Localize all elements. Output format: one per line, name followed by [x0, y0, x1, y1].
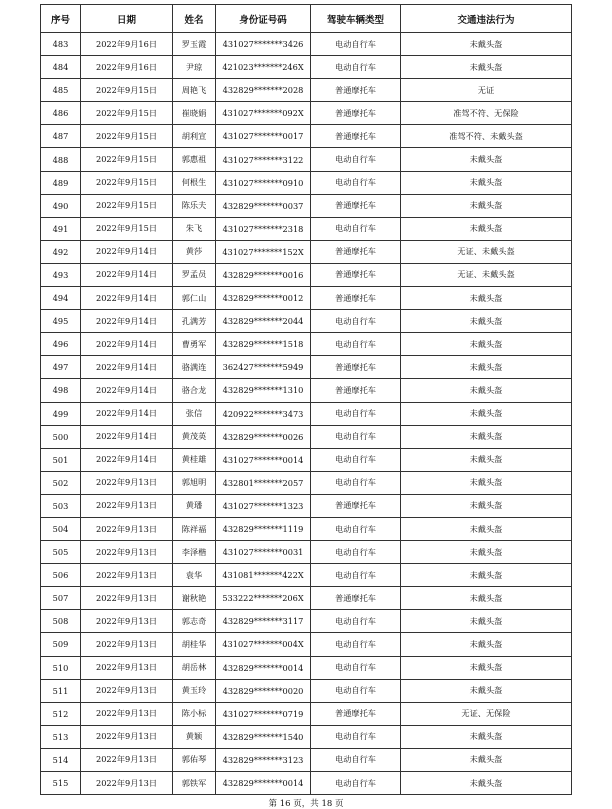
table-row [41, 679, 572, 702]
cell-id-number: 432801*******2057 [216, 471, 311, 494]
cell-name: 谢秋艳 [173, 587, 216, 610]
cell-name: 陈乐夫 [173, 194, 216, 217]
cell-date: 2022年9月14日 [81, 263, 173, 286]
cell-id-number: 431027*******2318 [216, 217, 311, 240]
cell-name: 张信 [173, 402, 216, 425]
cell-vehicle-type: 电动自行车 [311, 517, 401, 540]
cell-serial: 500 [41, 425, 81, 448]
cell-date: 2022年9月15日 [81, 102, 173, 125]
cell-serial: 510 [41, 656, 81, 679]
cell-serial: 494 [41, 287, 81, 310]
cell-violation: 未戴头盔 [401, 379, 572, 402]
cell-date: 2022年9月14日 [81, 448, 173, 471]
cell-id-number: 421023*******246X [216, 56, 311, 79]
cell-vehicle-type: 电动自行车 [311, 171, 401, 194]
cell-violation: 未戴头盔 [401, 725, 572, 748]
cell-serial: 487 [41, 125, 81, 148]
cell-date: 2022年9月13日 [81, 679, 173, 702]
cell-id-number: 432829*******1540 [216, 725, 311, 748]
cell-id-number: 432829*******0026 [216, 425, 311, 448]
cell-date: 2022年9月13日 [81, 725, 173, 748]
cell-date: 2022年9月13日 [81, 587, 173, 610]
cell-id-number: 432829*******0037 [216, 194, 311, 217]
cell-id-number: 431027*******092X [216, 102, 311, 125]
cell-violation: 未戴头盔 [401, 356, 572, 379]
cell-vehicle-type: 电动自行车 [311, 448, 401, 471]
cell-vehicle-type: 电动自行车 [311, 610, 401, 633]
cell-name: 袁华 [173, 564, 216, 587]
table-row [41, 379, 572, 402]
cell-id-number: 432829*******2044 [216, 310, 311, 333]
page-number: 第 16 页，共 18 页 [268, 799, 344, 809]
cell-vehicle-type: 普通摩托车 [311, 102, 401, 125]
table-row [41, 148, 572, 171]
cell-vehicle-type: 电动自行车 [311, 541, 401, 564]
cell-name: 骆合龙 [173, 379, 216, 402]
cell-vehicle-type: 普通摩托车 [311, 125, 401, 148]
table-body [41, 33, 572, 795]
cell-violation: 未戴头盔 [401, 402, 572, 425]
cell-violation: 未戴头盔 [401, 171, 572, 194]
cell-vehicle-type: 电动自行车 [311, 310, 401, 333]
table-row [41, 725, 572, 748]
cell-name: 李泽楷 [173, 541, 216, 564]
cell-id-number: 420922*******3473 [216, 402, 311, 425]
table-row [41, 656, 572, 679]
table-row [41, 171, 572, 194]
cell-serial: 488 [41, 148, 81, 171]
cell-vehicle-type: 普通摩托车 [311, 79, 401, 102]
cell-id-number: 432829*******0014 [216, 656, 311, 679]
cell-date: 2022年9月15日 [81, 171, 173, 194]
cell-id-number: 432829*******0020 [216, 679, 311, 702]
cell-vehicle-type: 电动自行车 [311, 33, 401, 56]
cell-violation: 未戴头盔 [401, 564, 572, 587]
cell-vehicle-type: 电动自行车 [311, 333, 401, 356]
cell-vehicle-type: 电动自行车 [311, 679, 401, 702]
cell-violation: 无证、未戴头盔 [401, 240, 572, 263]
cell-serial: 506 [41, 564, 81, 587]
table-row [41, 633, 572, 656]
cell-name: 黄桂雄 [173, 448, 216, 471]
cell-serial: 503 [41, 494, 81, 517]
header-violation: 交通违法行为 [401, 5, 572, 33]
cell-name: 陈祥福 [173, 517, 216, 540]
cell-name: 罗孟员 [173, 263, 216, 286]
cell-serial: 512 [41, 702, 81, 725]
cell-name: 黄莎 [173, 240, 216, 263]
cell-date: 2022年9月14日 [81, 402, 173, 425]
cell-vehicle-type: 电动自行车 [311, 748, 401, 771]
cell-name: 胡利宣 [173, 125, 216, 148]
table-row [41, 610, 572, 633]
cell-date: 2022年9月14日 [81, 379, 173, 402]
cell-violation: 未戴头盔 [401, 633, 572, 656]
cell-id-number: 431027*******004X [216, 633, 311, 656]
cell-vehicle-type: 普通摩托车 [311, 240, 401, 263]
cell-vehicle-type: 电动自行车 [311, 148, 401, 171]
cell-id-number: 432829*******1310 [216, 379, 311, 402]
cell-serial: 515 [41, 772, 81, 795]
cell-name: 郭佑琴 [173, 748, 216, 771]
cell-violation: 未戴头盔 [401, 610, 572, 633]
cell-violation: 未戴头盔 [401, 517, 572, 540]
cell-date: 2022年9月15日 [81, 125, 173, 148]
cell-date: 2022年9月15日 [81, 194, 173, 217]
cell-vehicle-type: 普通摩托车 [311, 379, 401, 402]
cell-serial: 493 [41, 263, 81, 286]
cell-date: 2022年9月15日 [81, 148, 173, 171]
cell-name: 郭铁军 [173, 772, 216, 795]
cell-date: 2022年9月14日 [81, 425, 173, 448]
cell-id-number: 533222*******206X [216, 587, 311, 610]
table-row [41, 772, 572, 795]
table-row [41, 425, 572, 448]
cell-date: 2022年9月13日 [81, 517, 173, 540]
table-row [41, 448, 572, 471]
table-row [41, 356, 572, 379]
cell-name: 郭志奇 [173, 610, 216, 633]
cell-id-number: 432829*******1119 [216, 517, 311, 540]
table-row [41, 541, 572, 564]
cell-id-number: 431027*******3122 [216, 148, 311, 171]
cell-date: 2022年9月13日 [81, 633, 173, 656]
cell-violation: 准驾不符、未戴头盔 [401, 125, 572, 148]
cell-name: 罗玉霞 [173, 33, 216, 56]
cell-date: 2022年9月13日 [81, 541, 173, 564]
cell-name: 郭仁山 [173, 287, 216, 310]
cell-date: 2022年9月13日 [81, 748, 173, 771]
cell-vehicle-type: 普通摩托车 [311, 494, 401, 517]
cell-vehicle-type: 普通摩托车 [311, 287, 401, 310]
cell-violation: 无证、无保险 [401, 702, 572, 725]
cell-date: 2022年9月14日 [81, 333, 173, 356]
cell-violation: 未戴头盔 [401, 425, 572, 448]
cell-date: 2022年9月13日 [81, 471, 173, 494]
table-row [41, 240, 572, 263]
cell-id-number: 432829*******3123 [216, 748, 311, 771]
cell-id-number: 362427*******5949 [216, 356, 311, 379]
cell-violation: 无证、未戴头盔 [401, 263, 572, 286]
cell-vehicle-type: 电动自行车 [311, 725, 401, 748]
table-row [41, 125, 572, 148]
cell-serial: 484 [41, 56, 81, 79]
cell-vehicle-type: 电动自行车 [311, 471, 401, 494]
header-id-number: 身份证号码 [216, 5, 311, 33]
table-row [41, 333, 572, 356]
cell-serial: 486 [41, 102, 81, 125]
cell-id-number: 431027*******0017 [216, 125, 311, 148]
violation-records-table [40, 4, 572, 795]
cell-violation: 未戴头盔 [401, 194, 572, 217]
cell-serial: 508 [41, 610, 81, 633]
cell-name: 陈小标 [173, 702, 216, 725]
table-row [41, 494, 572, 517]
cell-violation: 无证 [401, 79, 572, 102]
cell-violation: 未戴头盔 [401, 310, 572, 333]
header-vehicle-type: 驾驶车辆类型 [311, 5, 401, 33]
cell-id-number: 431027*******0031 [216, 541, 311, 564]
cell-vehicle-type: 电动自行车 [311, 772, 401, 795]
cell-name: 孔满芳 [173, 310, 216, 333]
cell-serial: 502 [41, 471, 81, 494]
table-row [41, 263, 572, 286]
cell-date: 2022年9月14日 [81, 287, 173, 310]
cell-vehicle-type: 电动自行车 [311, 56, 401, 79]
cell-date: 2022年9月14日 [81, 356, 173, 379]
cell-name: 胡岳林 [173, 656, 216, 679]
cell-violation: 未戴头盔 [401, 217, 572, 240]
table-row [41, 587, 572, 610]
header-date: 日期 [81, 5, 173, 33]
cell-vehicle-type: 电动自行车 [311, 217, 401, 240]
cell-violation: 未戴头盔 [401, 772, 572, 795]
cell-date: 2022年9月16日 [81, 56, 173, 79]
cell-date: 2022年9月14日 [81, 310, 173, 333]
cell-violation: 未戴头盔 [401, 56, 572, 79]
cell-serial: 498 [41, 379, 81, 402]
table-header-row [41, 5, 572, 33]
cell-date: 2022年9月16日 [81, 33, 173, 56]
cell-serial: 492 [41, 240, 81, 263]
cell-name: 黄茂英 [173, 425, 216, 448]
cell-date: 2022年9月13日 [81, 656, 173, 679]
table-row [41, 33, 572, 56]
cell-serial: 511 [41, 679, 81, 702]
cell-violation: 未戴头盔 [401, 471, 572, 494]
cell-serial: 507 [41, 587, 81, 610]
header-serial: 序号 [41, 5, 81, 33]
cell-name: 曹勇军 [173, 333, 216, 356]
table-row [41, 79, 572, 102]
cell-violation: 未戴头盔 [401, 541, 572, 564]
table-row [41, 748, 572, 771]
cell-violation: 未戴头盔 [401, 287, 572, 310]
cell-name: 朱飞 [173, 217, 216, 240]
cell-violation: 未戴头盔 [401, 494, 572, 517]
cell-name: 郭惠祖 [173, 148, 216, 171]
cell-violation: 未戴头盔 [401, 748, 572, 771]
cell-serial: 491 [41, 217, 81, 240]
cell-date: 2022年9月15日 [81, 79, 173, 102]
table-row [41, 702, 572, 725]
cell-vehicle-type: 普通摩托车 [311, 194, 401, 217]
cell-serial: 514 [41, 748, 81, 771]
cell-name: 周艳飞 [173, 79, 216, 102]
cell-date: 2022年9月13日 [81, 494, 173, 517]
cell-serial: 501 [41, 448, 81, 471]
cell-vehicle-type: 电动自行车 [311, 633, 401, 656]
table-row [41, 471, 572, 494]
table-row [41, 194, 572, 217]
cell-name: 郭旭明 [173, 471, 216, 494]
cell-id-number: 431081*******422X [216, 564, 311, 587]
cell-vehicle-type: 电动自行车 [311, 656, 401, 679]
table-row [41, 310, 572, 333]
cell-serial: 483 [41, 33, 81, 56]
table-row [41, 517, 572, 540]
cell-id-number: 432829*******0012 [216, 287, 311, 310]
cell-violation: 未戴头盔 [401, 333, 572, 356]
cell-vehicle-type: 普通摩托车 [311, 356, 401, 379]
cell-serial: 497 [41, 356, 81, 379]
cell-name: 崔晓娟 [173, 102, 216, 125]
cell-date: 2022年9月13日 [81, 772, 173, 795]
cell-serial: 499 [41, 402, 81, 425]
cell-vehicle-type: 电动自行车 [311, 402, 401, 425]
cell-name: 何根生 [173, 171, 216, 194]
cell-violation: 未戴头盔 [401, 448, 572, 471]
cell-date: 2022年9月13日 [81, 564, 173, 587]
cell-name: 黄颖 [173, 725, 216, 748]
cell-id-number: 432829*******0014 [216, 772, 311, 795]
cell-serial: 504 [41, 517, 81, 540]
cell-name: 黄玉玲 [173, 679, 216, 702]
cell-serial: 505 [41, 541, 81, 564]
cell-date: 2022年9月14日 [81, 240, 173, 263]
cell-serial: 496 [41, 333, 81, 356]
cell-serial: 495 [41, 310, 81, 333]
cell-vehicle-type: 普通摩托车 [311, 587, 401, 610]
cell-id-number: 431027*******3426 [216, 33, 311, 56]
cell-violation: 准驾不符、无保险 [401, 102, 572, 125]
table-row [41, 56, 572, 79]
cell-name: 尹琼 [173, 56, 216, 79]
table-row [41, 102, 572, 125]
cell-vehicle-type: 电动自行车 [311, 425, 401, 448]
cell-id-number: 431027*******152X [216, 240, 311, 263]
cell-serial: 485 [41, 79, 81, 102]
cell-serial: 509 [41, 633, 81, 656]
cell-serial: 489 [41, 171, 81, 194]
cell-vehicle-type: 普通摩托车 [311, 702, 401, 725]
cell-violation: 未戴头盔 [401, 587, 572, 610]
header-name: 姓名 [173, 5, 216, 33]
cell-vehicle-type: 电动自行车 [311, 564, 401, 587]
cell-id-number: 432829*******3117 [216, 610, 311, 633]
cell-name: 黄璠 [173, 494, 216, 517]
cell-id-number: 432829*******2028 [216, 79, 311, 102]
cell-id-number: 432829*******1518 [216, 333, 311, 356]
cell-date: 2022年9月15日 [81, 217, 173, 240]
cell-id-number: 432829*******0016 [216, 263, 311, 286]
table-row [41, 287, 572, 310]
table-row [41, 564, 572, 587]
cell-serial: 490 [41, 194, 81, 217]
cell-id-number: 431027*******0719 [216, 702, 311, 725]
cell-name: 骆满连 [173, 356, 216, 379]
cell-violation: 未戴头盔 [401, 33, 572, 56]
cell-date: 2022年9月13日 [81, 702, 173, 725]
cell-name: 胡桂华 [173, 633, 216, 656]
cell-date: 2022年9月13日 [81, 610, 173, 633]
cell-violation: 未戴头盔 [401, 148, 572, 171]
table-row [41, 402, 572, 425]
cell-vehicle-type: 普通摩托车 [311, 263, 401, 286]
cell-id-number: 431027*******0014 [216, 448, 311, 471]
cell-serial: 513 [41, 725, 81, 748]
cell-id-number: 431027*******0910 [216, 171, 311, 194]
table-row [41, 217, 572, 240]
cell-id-number: 431027*******1323 [216, 494, 311, 517]
cell-violation: 未戴头盔 [401, 656, 572, 679]
cell-violation: 未戴头盔 [401, 679, 572, 702]
